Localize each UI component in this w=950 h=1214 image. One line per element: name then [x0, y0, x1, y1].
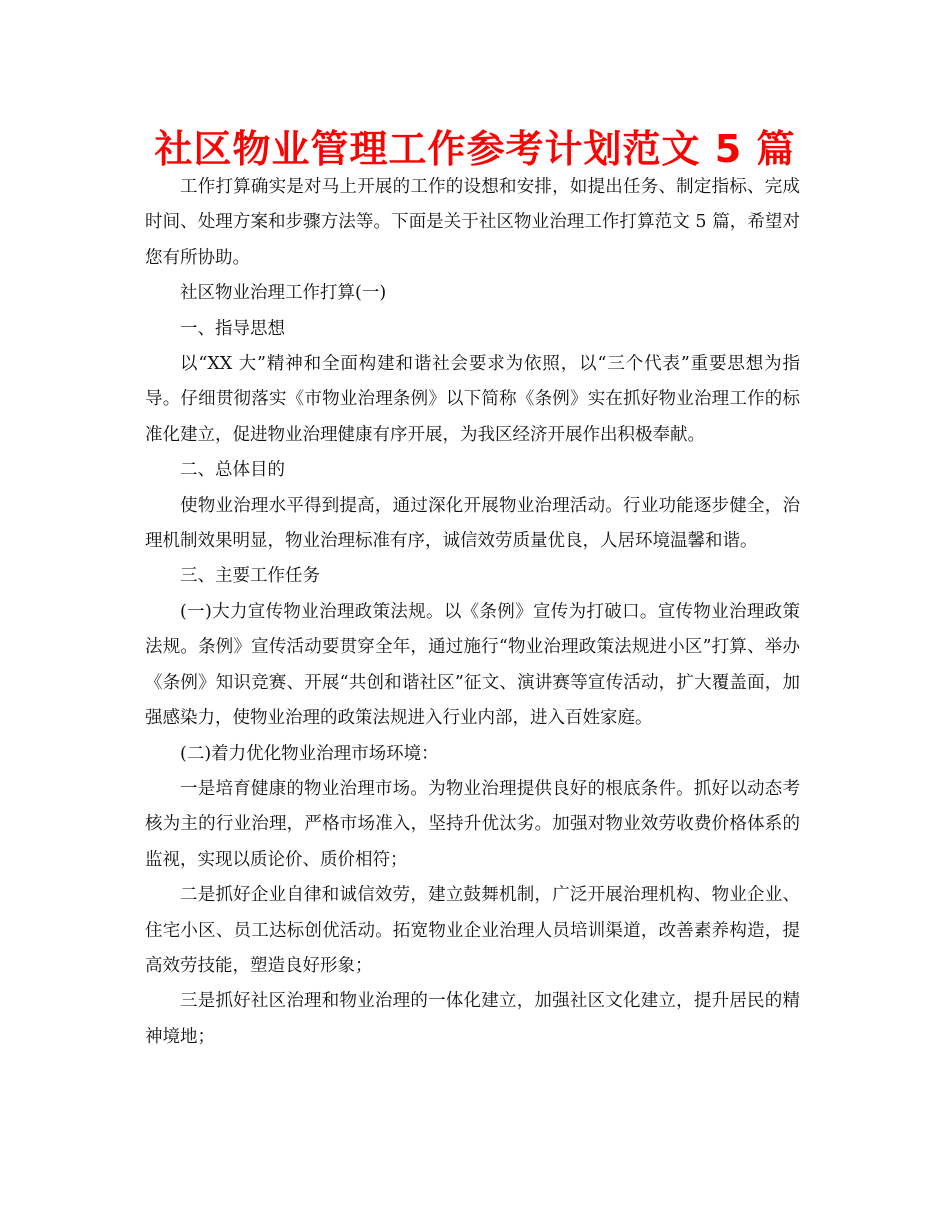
paragraph-task-2-item-3: 三是抓好社区治理和物业治理的一体化建立，加强社区文化建立，提升居民的精神境地； — [145, 991, 800, 1047]
paragraph-intro: 工作打算确实是对马上开展的工作的设想和安排，如提出任务、制定指标、完成时间、处理方案和步骤方法等。下面是关于社区物业治理工作打算范文 5 篇，希望对您有所协助。 — [145, 177, 800, 268]
document-title: 社区物业管理工作参考计划范文 5 篇 — [154, 127, 796, 171]
paragraph-task-1: (一)大力宣传物业治理政策法规。以《条例》宣传为打破口。宣传物业治理政策法规。条例》宣传活动要贯穿全年，通过施行“物业治理政策法规进小区”打算、举办《条例》知识竞赛、开展“共创和谐社区”征文、演讲赛等宣传活动，扩大覆盖面，加强感染力，使物业治理的政策法规进入行业内部，进入百姓家庭。 — [145, 601, 800, 729]
paragraph-task-2-heading: (二)着力优化物业治理市场环境： — [180, 743, 439, 764]
document-body — [145, 170, 800, 1055]
paragraph-section-2-heading: 二、总体目的 — [180, 460, 285, 481]
paragraph-task-2-item-2: 二是抓好企业自律和诚信效劳，建立鼓舞机制，广泛开展治理机构、物业企业、住宅小区、员工达标创优活动。拓宽物业企业治理人员培训渠道，改善素养构造，提高效劳技能，塑造良好形象； — [145, 885, 800, 976]
paragraph-task-2-item-1: 一是培育健康的物业治理市场。为物业治理提供良好的根底条件。抓好以动态考核为主的行业治理，严格市场准入，坚持升优汰劣。加强对物业效劳收费价格体系的监视，实现以质论价、质价相符； — [145, 778, 800, 870]
paragraph-section-3-heading: 三、主要工作任务 — [180, 566, 320, 587]
paragraph-section-1-heading: 一、指导思想 — [180, 318, 285, 339]
paragraph-section-1-body: 以“XX 大”精神和全面构建和谐社会要求为依照，以“三个代表”重要思想为指导。仔细贯彻落实《市物业治理条例》以下简称《条例》实在抓好物业治理工作的标准化建立，促进物业治理健康有序开展，为我区经济开展作出积极奉献。 — [145, 354, 800, 445]
paragraph-plan-heading: 社区物业治理工作打算(一) — [180, 283, 387, 304]
paragraph-section-2-body: 使物业治理水平得到提高，通过深化开展物业治理活动。行业功能逐步健全，治理机制效果明显，物业治理标准有序，诚信效劳质量优良，人居环境温馨和谐。 — [145, 495, 800, 552]
